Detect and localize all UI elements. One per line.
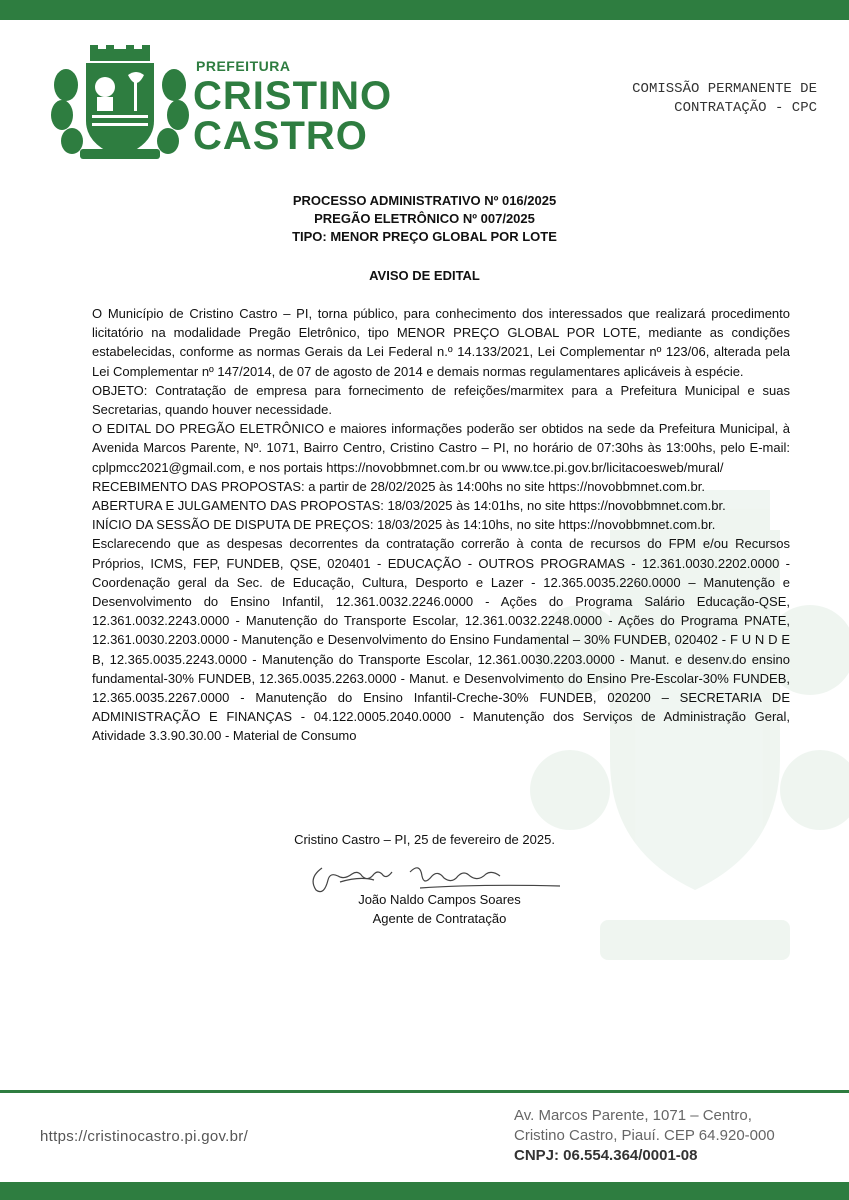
tipo-line: TIPO: MENOR PREÇO GLOBAL POR LOTE (292, 229, 557, 244)
signer-name: João Naldo Campos Soares (358, 892, 521, 907)
city-name-line1: CRISTINO (193, 74, 393, 118)
address-line1: Av. Marcos Parente, 1071 – Centro, (514, 1107, 752, 1124)
aviso-title: AVISO DE EDITAL (369, 268, 480, 283)
coat-of-arms-logo-icon (50, 45, 190, 163)
dispute-paragraph: INÍCIO DA SESSÃO DE DISPUTA DE PREÇOS: 18/03/2025 às 14:10hs, no site https://novobbmnet.com.br. (92, 517, 716, 533)
commission-title (632, 80, 817, 118)
edital-info-paragraph: O EDITAL DO PREGÃO ELETRÔNICO e maiores informações poderão ser obtidos na sede da Prefeitura Municipal, à Avenida Marcos Parente, Nº. 1071, Bairro Centro, Cristino Castro – PI, no horário de 07:30hs às 13:00hs, pelo E-mail: cplpmcc2021@gmail.com, e nos portais https://novobbmnet.com.br ou www.tce.pi.gov.br/licitacoesweb/mural/ (92, 421, 790, 475)
bottom-green-band (0, 1182, 849, 1200)
top-green-band (0, 0, 849, 20)
cnpj: CNPJ: 06.554.364/0001-08 (514, 1147, 698, 1164)
commission-line2: CONTRATAÇÃO - CPC (674, 100, 817, 116)
document-heading (0, 192, 849, 246)
document-body (92, 304, 790, 746)
receipt-paragraph: RECEBIMENTO DAS PROPOSTAS: a partir de 28/02/2025 às 14:00hs no site https://novobbmnet.com.br. (92, 478, 705, 494)
object-paragraph: OBJETO: Contratação de empresa para fornecimento de refeições/marmitex para a Prefeitura Municipal e suas Secretarias, quando houver necessidade. (92, 382, 790, 418)
signer-role: Agente de Contratação (372, 911, 507, 926)
footer-divider (0, 1090, 849, 1093)
process-number: PROCESSO ADMINISTRATIVO Nº 016/2025 (292, 193, 557, 208)
city-name-line2: CASTRO (193, 114, 368, 158)
opening-paragraph: ABERTURA E JULGAMENTO DAS PROPOSTAS: 18/03/2025 às 14:01hs, no site https://novobbmnet.com.br. (92, 498, 726, 514)
place-date: Cristino Castro – PI, 25 de fevereiro de 2025. (294, 832, 555, 847)
commission-line1: COMISSÃO PERMANENTE DE (632, 81, 817, 97)
address-line2: Cristino Castro, Piauí. CEP 64.920-000 (514, 1127, 775, 1144)
signer-block (0, 890, 849, 928)
footer-address (514, 1106, 775, 1166)
prefeitura-label: PREFEITURA (196, 58, 291, 74)
footer-website-link[interactable]: https://cristinocastro.pi.gov.br/ (40, 1128, 249, 1145)
pregao-number: PREGÃO ELETRÔNICO Nº 007/2025 (314, 211, 535, 226)
expenses-paragraph: Esclarecendo que as despesas decorrentes da contratação correrão à conta de recursos do FPM e/ou Recursos Próprios, ICMS, FEP, FUNDEB, QSE, 020401 - EDUCAÇÃO - OUTROS PROGRAMAS - 12.361.0030.2202.0000 - Coordenação geral da Sec. de Educação, Cultura, Desporto e Lazer - 12.365.0035.2260.0000 – Manutenção e Desenvolvimento do Ensino Infantil, 12.361.0032.2246.0000 - Ações do Programa Salário Educação-QSE, 12.361.0032.2243.0000 - Manutenção do Transporte Escolar, 12.361.0032.2248.0000 - Ações do Programa PNATE, 12.361.0030.2203.0000 - Manutenção e Desenvolvimento do Ensino Fundamental – 30% FUNDEB, 020402 - F U N D E B, 12.365.0035.2243.0000 - Manutenção do Transporte Escolar, 12.361.0030.2203.0000 - Manut. e desenv.do ensino fundamental-30% FUNDEB, 12.365.0035.2263.0000 - Manut. e Desenvolvimento do Ensino Pre-Escolar-30% FUNDEB, 12.365.0035.2267.0000 - Manutenção do Ensino Infantil-Creche-30% FUNDEB, 020200 – SECRETARIA DE ADMINISTRAÇÃO E FINANÇAS - 04.122.0005.2040.0000 - Manutenção dos Serviços de Administração Geral, Atividade 3.3.90.30.00 - Material de Consumo (92, 536, 790, 744)
intro-paragraph: O Município de Cristino Castro – PI, torna público, para conhecimento dos interessados que realizará procedimento licitatório na modalidade Pregão Eletrônico, tipo MENOR PREÇO GLOBAL POR LOTE, mediante as condições estabelecidas, conforme as normas Gerais da Lei Federal n.º 14.133/2021, Lei Complementar nº 123/06, alterada pela Lei Complementar nº 147/2014, de 07 de agosto de 2014 e demais normas regulamentares aplicáveis à espécie. (92, 306, 790, 379)
